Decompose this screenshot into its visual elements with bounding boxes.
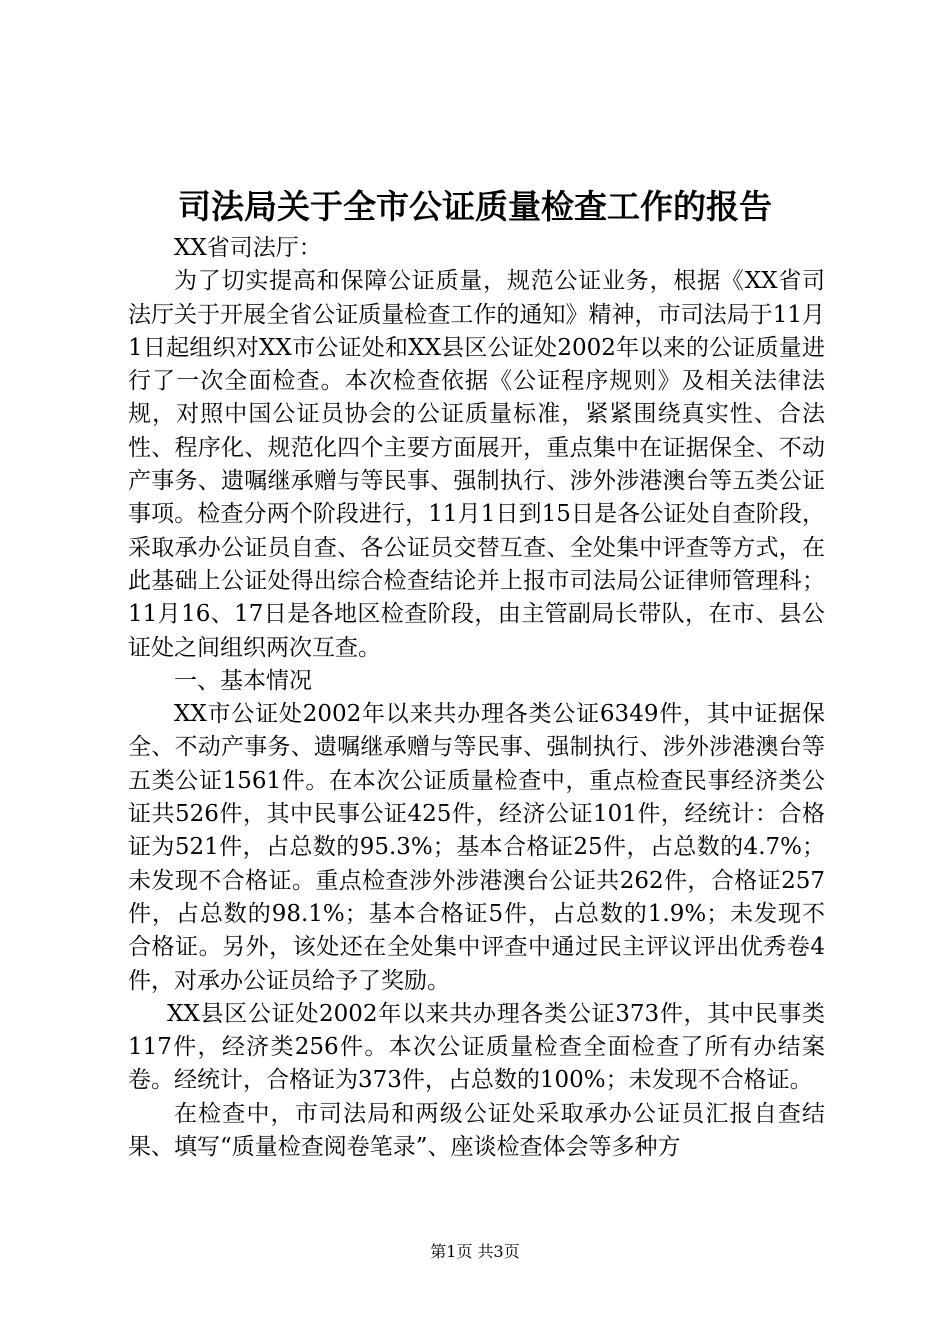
page-number: 第1页 共3页 bbox=[430, 1242, 520, 1261]
document-title: 司法局关于全市公证质量检查工作的报告 bbox=[178, 187, 772, 226]
paragraph-city-office: XX市公证处2002年以来共办理各类公证6349件，其中证据保全、不动产事务、遗嘱继承赠与等民事、强制执行、涉外涉港澳台等五类公证1561件。在本次公证质量检查中，重点检查民事经济类公证共526件，其中民事公证425件，经济公证101件，经统计：合格证为521件，占总数的95.3%；基本合格证25件，占总数的4.7%；未发现不合格证。重点检查涉外涉港澳台公证共262件，合格证257件，占总数的98.1%；基本合格证5件，占总数的1.9%；未发现不合格证。另外，该处还在全处集中评查中通过民主评议评出优秀卷4件，对承办公证员给予了奖励。 bbox=[128, 701, 825, 994]
section-heading-basic: 一、基本情况 bbox=[174, 667, 312, 694]
paragraph-county-office: XX县区公证处2002年以来共办理各类公证373件，其中民事类117件，经济类256件。本次公证质量检查全面检查了所有办结案卷。经统计，合格证为373件，占总数的100%；未发现不合格证。 bbox=[128, 1000, 825, 1094]
paragraph-inspection-method: 在检查中，市司法局和两级公证处采取承办公证员汇报自查结果、填写“质量检查阅卷笔录”、座谈检查体会等多种方 bbox=[128, 1100, 825, 1161]
salutation: XX省司法厅： bbox=[174, 235, 322, 261]
document-body bbox=[128, 232, 825, 1164]
paragraph-intro: 为了切实提高和保障公证质量，规范公证业务，根据《XX省司法厅关于开展全省公证质量检查工作的通知》精神，市司法局于11月1日起组织对XX市公证处和XX县区公证处2002年以来的公证质量进行了一次全面检查。本次检查依据《公证程序规则》及相关法律法规，对照中国公证员协会的公证质量标准，紧紧围绕真实性、合法性、程序化、规范化四个主要方面展开，重点集中在证据保全、不动产事务、遗嘱继承赠与等民事、强制执行、涉外涉港澳台等五类公证事项。检查分两个阶段进行，11月1日到15日是各公证处自查阶段，采取承办公证员自查、各公证员交替互查、全处集中评查等方式，在此基础上公证处得出综合检查结论并上报市司法局公证律师管理科；11月16、17日是各地区检查阶段，由主管副局长带队，在市、县公证处之间组织两次互查。 bbox=[128, 268, 825, 661]
